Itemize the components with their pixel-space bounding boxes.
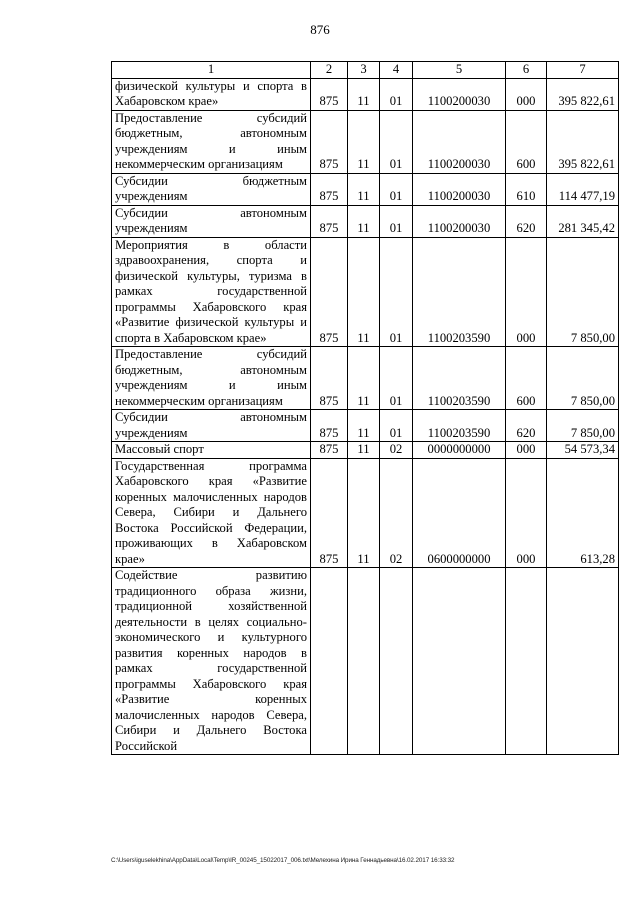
- row-name: физической культуры и спорта в Хабаровском крае»: [112, 78, 311, 110]
- cell-amount: 54 573,34: [547, 442, 619, 459]
- cell-code-5: 0000000000: [413, 442, 506, 459]
- table-row: [112, 442, 619, 459]
- file-path-footer: C:\Users\iguselekhina\AppData\Local\Temp\IR_00245_15022017_006.txt\Мелехина Ирина Геннадьевна\16.02.2017 16:33:32: [111, 857, 455, 864]
- table-row: [112, 568, 619, 755]
- table-row: [112, 237, 619, 347]
- cell-code-4: 01: [380, 205, 413, 237]
- cell-code-6: 600: [506, 110, 547, 173]
- cell-code-2: 875: [311, 347, 348, 410]
- column-header: 1: [112, 62, 311, 79]
- table-header-row: [112, 62, 619, 79]
- column-header: 7: [547, 62, 619, 79]
- table-row: [112, 173, 619, 205]
- cell-code-4: [380, 568, 413, 755]
- cell-amount: 114 477,19: [547, 173, 619, 205]
- cell-code-4: 01: [380, 237, 413, 347]
- cell-amount: 395 822,61: [547, 110, 619, 173]
- cell-code-5: 1100200030: [413, 205, 506, 237]
- cell-amount: 281 345,42: [547, 205, 619, 237]
- cell-code-3: 11: [348, 78, 380, 110]
- cell-code-6: 000: [506, 237, 547, 347]
- cell-code-2: 875: [311, 410, 348, 442]
- cell-code-4: 01: [380, 78, 413, 110]
- row-name: Предоставление субсидий бюджетным, автономным учреждениям и иным некоммерческим организациям: [112, 110, 311, 173]
- cell-code-5: 1100200030: [413, 173, 506, 205]
- cell-code-6: 000: [506, 78, 547, 110]
- cell-code-3: 11: [348, 173, 380, 205]
- cell-code-5: 0600000000: [413, 458, 506, 568]
- table-row: [112, 205, 619, 237]
- cell-code-5: 1100203590: [413, 237, 506, 347]
- cell-code-6: 600: [506, 347, 547, 410]
- cell-code-2: 875: [311, 78, 348, 110]
- budget-table: [111, 61, 619, 755]
- cell-code-6: 620: [506, 205, 547, 237]
- cell-code-6: 620: [506, 410, 547, 442]
- cell-code-5: [413, 568, 506, 755]
- cell-code-4: 02: [380, 442, 413, 459]
- cell-amount: 613,28: [547, 458, 619, 568]
- cell-code-2: 875: [311, 110, 348, 173]
- cell-code-4: 01: [380, 173, 413, 205]
- cell-code-3: 11: [348, 237, 380, 347]
- cell-code-3: 11: [348, 410, 380, 442]
- cell-code-2: 875: [311, 205, 348, 237]
- column-header: 2: [311, 62, 348, 79]
- cell-code-3: 11: [348, 347, 380, 410]
- cell-code-3: 11: [348, 205, 380, 237]
- row-name: Содействие развитию традиционного образа жизни, традиционной хозяйственной деятельности в целях социально-экономического и культурного развития коренных народов в рамках государственной программы Хабаровского края «Развитие коренных малочисленных народов Севера, Сибири и Дальнего Востока Российской: [112, 568, 311, 755]
- cell-code-2: 875: [311, 237, 348, 347]
- cell-code-2: [311, 568, 348, 755]
- cell-code-2: 875: [311, 442, 348, 459]
- cell-code-5: 1100203590: [413, 347, 506, 410]
- table-row: [112, 110, 619, 173]
- cell-code-4: 01: [380, 410, 413, 442]
- column-header: 4: [380, 62, 413, 79]
- cell-code-2: 875: [311, 458, 348, 568]
- cell-code-6: [506, 568, 547, 755]
- cell-code-6: 000: [506, 442, 547, 459]
- cell-code-4: 01: [380, 110, 413, 173]
- cell-code-4: 02: [380, 458, 413, 568]
- row-name: Субсидии бюджетным учреждениям: [112, 173, 311, 205]
- cell-code-6: 610: [506, 173, 547, 205]
- row-name: Мероприятия в области здравоохранения, спорта и физической культуры, туризма в рамках государственной программы Хабаровского края «Развитие физической культуры и спорта в Хабаровском крае»: [112, 237, 311, 347]
- cell-code-6: 000: [506, 458, 547, 568]
- cell-amount: 7 850,00: [547, 237, 619, 347]
- table-row: [112, 347, 619, 410]
- table-row: [112, 410, 619, 442]
- row-name: Государственная программа Хабаровского края «Развитие коренных малочисленных народов Севера, Сибири и Дальнего Востока Российской Федерации, проживающих в Хабаровском крае»: [112, 458, 311, 568]
- cell-amount: [547, 568, 619, 755]
- page-number: 876: [310, 22, 330, 37]
- row-name: Массовый спорт: [112, 442, 311, 459]
- cell-code-2: 875: [311, 173, 348, 205]
- cell-amount: 395 822,61: [547, 78, 619, 110]
- cell-code-5: 1100203590: [413, 410, 506, 442]
- column-header: 3: [348, 62, 380, 79]
- row-name: Субсидии автономным учреждениям: [112, 205, 311, 237]
- column-header: 5: [413, 62, 506, 79]
- cell-code-5: 1100200030: [413, 78, 506, 110]
- row-name: Предоставление субсидий бюджетным, автономным учреждениям и иным некоммерческим организациям: [112, 347, 311, 410]
- row-name: Субсидии автономным учреждениям: [112, 410, 311, 442]
- cell-amount: 7 850,00: [547, 347, 619, 410]
- cell-code-3: 11: [348, 110, 380, 173]
- cell-code-5: 1100200030: [413, 110, 506, 173]
- cell-code-4: 01: [380, 347, 413, 410]
- table-row: [112, 458, 619, 568]
- column-header: 6: [506, 62, 547, 79]
- cell-amount: 7 850,00: [547, 410, 619, 442]
- table-row: [112, 78, 619, 110]
- cell-code-3: 11: [348, 458, 380, 568]
- cell-code-3: [348, 568, 380, 755]
- cell-code-3: 11: [348, 442, 380, 459]
